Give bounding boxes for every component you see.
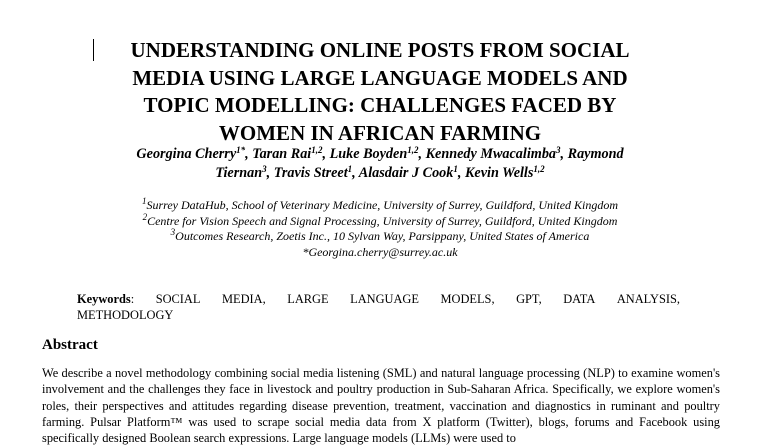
author-affiliation-mark: 3 (262, 164, 267, 174)
author-affiliation-mark: 1,2 (407, 145, 419, 155)
author-list (60, 145, 700, 183)
author-separator: , (560, 146, 568, 162)
title-line: TOPIC MODELLING: CHALLENGES FACED BY (143, 93, 617, 117)
abstract-text: We describe a novel methodology combining social media listening (SML) and natural language processing (NLP) to examine women's involvement and the challenges they face in livestock and poultry production in Sub-Saharan Africa. Specifically, we explore women's roles, their perspectives and attitudes regarding disease prevention, treatment, vaccination and diagnostics in ruminant and poultry farming. Pulsar Platform™ was used to scrape social media data from X platform (Twitter), blogs, forums and Facebook using specifically designed Boolean search expressions. Large language models (LLMs) were used to (42, 366, 720, 446)
author-separator: , (266, 165, 274, 181)
keywords-line (77, 291, 680, 307)
author-name: Georgina Cherry (136, 146, 237, 162)
affiliation-text: Centre for Vision Speech and Signal Processing, University of Surrey, Guildford, United Kingdom (147, 213, 618, 228)
author-separator: , (418, 146, 426, 162)
author-name: Alasdair J Cook (358, 165, 454, 181)
corresponding-email: *Georgina.cherry@surrey.ac.uk (302, 244, 458, 259)
author-affiliation-mark: 1 (453, 164, 458, 174)
keyword: GPT, (516, 292, 542, 306)
affiliation-line (60, 229, 700, 245)
author-affiliation-mark: 3 (556, 145, 561, 155)
author-affiliation-mark: 1,2 (533, 164, 545, 174)
keywords-line: METHODOLOGY (77, 308, 174, 322)
paper-title (60, 37, 700, 147)
author-name: Taran Rai (252, 146, 312, 162)
title-line: MEDIA USING LARGE LANGUAGE MODELS AND (132, 65, 628, 90)
author-name: Luke Boyden (329, 146, 408, 162)
affiliation-mark: 1 (141, 196, 147, 206)
keyword: DATA (563, 292, 596, 306)
affiliation-line (60, 198, 700, 214)
keywords-label: Keywords (77, 292, 131, 306)
keyword: LARGE (287, 292, 329, 306)
author-name: Kennedy Mwacalimba (425, 146, 557, 162)
author-separator: , (352, 165, 359, 181)
author-affiliation-mark: 1* (236, 145, 246, 155)
keywords-block (77, 291, 680, 323)
author-separator: , (245, 146, 253, 162)
affiliation-mark: 2 (142, 211, 148, 222)
title-line: WOMEN IN AFRICAN FARMING (218, 120, 542, 145)
keywords-label-group: Keywords: (77, 292, 135, 306)
affiliation-text: Outcomes Research, Zoetis Inc., 10 Sylvan Way, Parsippany, United States of America (175, 229, 590, 243)
author-name-part: Raymond (567, 146, 624, 162)
affiliation-mark: 3 (170, 227, 176, 237)
keyword: LANGUAGE (350, 292, 419, 306)
author-affiliation-mark: 1,2 (311, 145, 323, 155)
keyword: MODELS, (440, 292, 495, 306)
keyword: MEDIA, (222, 292, 266, 306)
keyword: SOCIAL (155, 292, 201, 306)
author-name: Kevin Wells (464, 165, 534, 181)
author-affiliation-mark: 1 (347, 164, 353, 174)
affiliation-line (60, 211, 700, 230)
author-line (60, 164, 700, 183)
author-separator: , (457, 165, 465, 181)
author-line (60, 145, 700, 164)
author-separator: , (322, 146, 330, 162)
abstract-heading: Abstract (42, 337, 98, 353)
keyword: ANALYSIS, (616, 292, 680, 306)
author-name: Travis Street (273, 165, 348, 181)
affiliation-text: Surrey DataHub, School of Veterinary Medicine, University of Surrey, Guildford, United Kingdom (146, 198, 619, 212)
affiliations (60, 198, 700, 260)
author-name-part: Tiernan (215, 165, 263, 181)
title-line: UNDERSTANDING ONLINE POSTS FROM SOCIAL (130, 38, 630, 62)
